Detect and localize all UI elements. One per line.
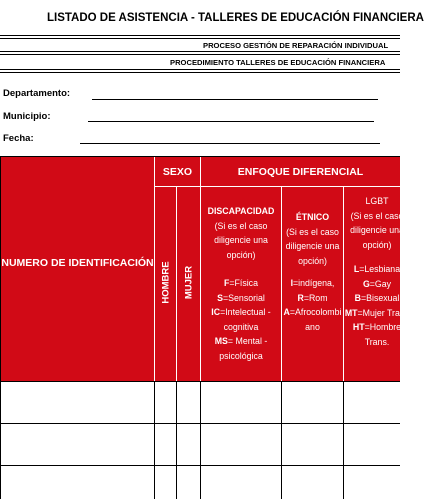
procedure-label: PROCEDIMIENTO TALLERES DE EDUCACIÓN FINANCIERA	[170, 58, 386, 67]
table-left-border	[0, 156, 1, 499]
option-code: B	[354, 293, 361, 303]
option-label: = Mental - psicológica	[219, 336, 268, 361]
option-code: MS	[214, 336, 228, 346]
fecha-field[interactable]	[80, 143, 380, 144]
divider	[0, 35, 400, 36]
option-label: =Sensorial	[223, 292, 265, 303]
option-code: A	[283, 307, 290, 317]
option-label: =Afrocolombiano	[289, 307, 342, 332]
option-code: MT	[344, 307, 358, 318]
fecha-label: Fecha:	[3, 133, 34, 144]
divider	[0, 54, 400, 55]
option-code: R	[297, 292, 304, 303]
lgbt-cell-clip	[344, 187, 410, 381]
hombre-header: HOMBRE	[160, 261, 172, 304]
option-label: =Bisexual	[360, 293, 400, 303]
process-label: PROCESO GESTIÓN DE REPARACIÓN INDIVIDUAL	[203, 41, 389, 50]
option-label: =Gay	[369, 278, 392, 289]
column-border	[200, 381, 201, 499]
divider	[0, 38, 400, 39]
column-border	[176, 381, 177, 499]
lgbt-note: (Si es el caso diligencie una opción)	[350, 210, 404, 250]
departamento-field[interactable]	[92, 99, 378, 100]
option-label: =Lesbiana	[359, 264, 401, 274]
option-label: =Física	[229, 278, 258, 288]
divider	[0, 72, 400, 73]
enfoque-diferencial-header: ENFOQUE DIFERENCIAL	[237, 166, 364, 178]
discapacidad-note: (Si es el caso diligencie una opción)	[214, 220, 268, 260]
option-code: HT	[352, 322, 365, 332]
municipio-field[interactable]	[88, 121, 374, 122]
grid-line	[154, 157, 155, 381]
column-border	[154, 381, 155, 499]
departamento-label: Departamento:	[3, 88, 71, 99]
option-label: =Hombre Trans.	[364, 322, 402, 347]
grid-line	[176, 187, 177, 381]
option-label: =Rom	[303, 292, 328, 303]
option-code: IC	[211, 307, 221, 317]
municipio-label: Municipio:	[3, 111, 51, 122]
id-column-header: NUMERO DE IDENTIFICACIÓN	[1, 257, 154, 269]
column-border	[281, 381, 282, 499]
etnico-title: ÉTNICO	[295, 212, 330, 222]
divider	[0, 51, 400, 52]
divider	[0, 69, 400, 70]
mujer-header: MUJER	[183, 265, 195, 300]
option-code: F	[224, 278, 230, 288]
option-label: =indígena,	[293, 278, 335, 288]
lgbt-title: LGBT	[365, 196, 389, 206]
column-border	[343, 381, 344, 499]
discapacidad-cell	[201, 204, 281, 363]
option-code: S	[217, 292, 224, 303]
etnico-note: (Si es el caso diligencie una opción)	[285, 226, 340, 266]
etnico-cell	[282, 210, 343, 334]
option-label: =Intelectual - cognitiva	[220, 307, 271, 332]
option-label: =Mujer Trans	[357, 307, 410, 318]
lgbt-cell	[344, 194, 410, 349]
sexo-header: SEXO	[162, 166, 193, 178]
discapacidad-title: DISCAPACIDAD	[207, 206, 275, 216]
option-code: I	[290, 278, 294, 288]
document-title: LISTADO DE ASISTENCIA - TALLERES DE EDUCACIÓN FINANCIERA	[47, 12, 424, 24]
option-code: L	[353, 264, 360, 274]
option-code: G	[362, 278, 370, 289]
